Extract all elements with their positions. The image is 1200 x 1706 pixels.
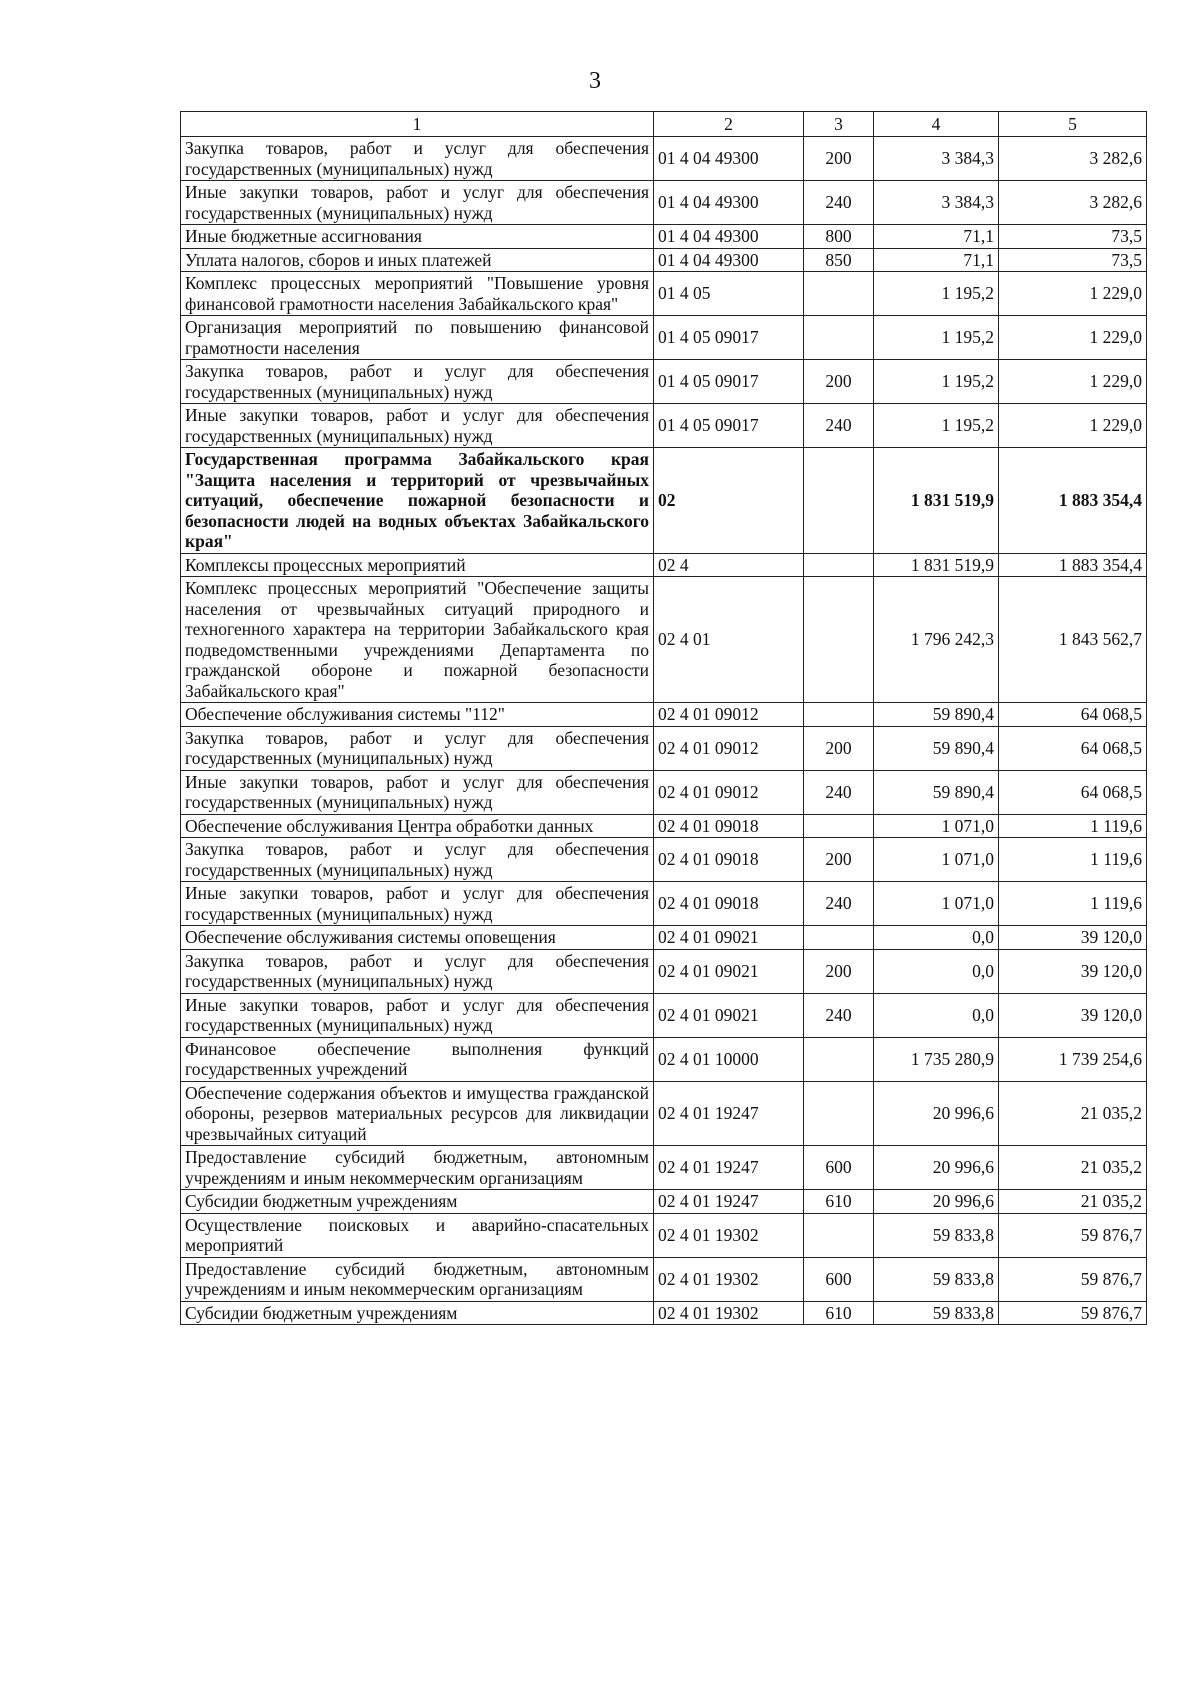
row-expense-type [804, 1037, 874, 1081]
row-amount-col4: 71,1 [874, 225, 999, 249]
row-name: Иные закупки товаров, работ и услуг для обеспечения государственных (муниципальных) нужд [181, 181, 654, 225]
row-amount-col4: 1 071,0 [874, 838, 999, 882]
row-amount-col5: 3 282,6 [999, 181, 1147, 225]
header-col-1: 1 [181, 112, 654, 137]
row-expense-type [804, 703, 874, 727]
row-expense-type [804, 553, 874, 577]
row-expense-type: 200 [804, 838, 874, 882]
row-amount-col5: 59 876,7 [999, 1213, 1147, 1257]
row-amount-col5: 64 068,5 [999, 770, 1147, 814]
row-amount-col5: 59 876,7 [999, 1301, 1147, 1325]
row-amount-col5: 21 035,2 [999, 1081, 1147, 1146]
table-row [181, 1037, 1147, 1081]
row-code: 01 4 04 49300 [654, 225, 804, 249]
row-code: 01 4 04 49300 [654, 137, 804, 181]
row-amount-col5: 1 229,0 [999, 272, 1147, 316]
row-amount-col5: 73,5 [999, 248, 1147, 272]
header-col-3: 3 [804, 112, 874, 137]
table-row [181, 1081, 1147, 1146]
table-row [181, 137, 1147, 181]
row-name: Государственная программа Забайкальского края "Защита населения и территорий от чрезвычайных ситуаций, обеспечение пожарной безопасности и безопасности людей на водных объектах Забайкальского края" [181, 448, 654, 554]
table-row [181, 882, 1147, 926]
row-amount-col4: 59 890,4 [874, 726, 999, 770]
row-amount-col5: 1 119,6 [999, 814, 1147, 838]
table-row [181, 404, 1147, 448]
row-name: Финансовое обеспечение выполнения функций государственных учреждений [181, 1037, 654, 1081]
table-row [181, 814, 1147, 838]
row-amount-col5: 1 739 254,6 [999, 1037, 1147, 1081]
page-number: 3 [589, 68, 601, 94]
row-amount-col4: 1 071,0 [874, 814, 999, 838]
row-name: Обеспечение обслуживания системы "112" [181, 703, 654, 727]
row-amount-col4: 0,0 [874, 926, 999, 950]
header-col-2: 2 [654, 112, 804, 137]
row-expense-type: 610 [804, 1301, 874, 1325]
row-name: Комплексы процессных мероприятий [181, 553, 654, 577]
row-name: Обеспечение содержания объектов и имущества гражданской обороны, резервов материальных ресурсов для ликвидации чрезвычайных ситуаций [181, 1081, 654, 1146]
row-amount-col4: 71,1 [874, 248, 999, 272]
row-name: Организация мероприятий по повышению финансовой грамотности населения [181, 316, 654, 360]
row-name: Комплекс процессных мероприятий "Повышение уровня финансовой грамотности населения Забайкальского края" [181, 272, 654, 316]
row-code: 02 [654, 448, 804, 554]
row-name: Обеспечение обслуживания Центра обработки данных [181, 814, 654, 838]
table-row [181, 181, 1147, 225]
row-name: Иные бюджетные ассигнования [181, 225, 654, 249]
row-expense-type: 200 [804, 137, 874, 181]
table-row [181, 703, 1147, 727]
row-name: Закупка товаров, работ и услуг для обеспечения государственных (муниципальных) нужд [181, 949, 654, 993]
row-amount-col4: 3 384,3 [874, 137, 999, 181]
row-amount-col4: 20 996,6 [874, 1081, 999, 1146]
budget-table [180, 111, 1147, 1325]
row-code: 02 4 01 09012 [654, 726, 804, 770]
row-expense-type: 240 [804, 181, 874, 225]
row-amount-col5: 59 876,7 [999, 1257, 1147, 1301]
row-code: 02 4 01 [654, 577, 804, 703]
row-code: 02 4 [654, 553, 804, 577]
row-code: 01 4 05 09017 [654, 404, 804, 448]
row-code: 02 4 01 09018 [654, 814, 804, 838]
row-expense-type [804, 814, 874, 838]
row-expense-type: 240 [804, 993, 874, 1037]
row-expense-type: 200 [804, 949, 874, 993]
row-amount-col5: 39 120,0 [999, 926, 1147, 950]
row-amount-col5: 1 229,0 [999, 360, 1147, 404]
row-amount-col4: 1 735 280,9 [874, 1037, 999, 1081]
row-amount-col5: 1 883 354,4 [999, 553, 1147, 577]
row-amount-col5: 64 068,5 [999, 726, 1147, 770]
row-code: 02 4 01 09021 [654, 926, 804, 950]
row-code: 01 4 04 49300 [654, 248, 804, 272]
row-amount-col4: 1 071,0 [874, 882, 999, 926]
row-amount-col4: 1 195,2 [874, 360, 999, 404]
header-row [181, 112, 1147, 137]
row-amount-col5: 1 119,6 [999, 882, 1147, 926]
row-expense-type [804, 272, 874, 316]
row-code: 02 4 01 19302 [654, 1257, 804, 1301]
row-expense-type: 600 [804, 1146, 874, 1190]
row-name: Осуществление поисковых и аварийно-спасательных мероприятий [181, 1213, 654, 1257]
row-name: Иные закупки товаров, работ и услуг для обеспечения государственных (муниципальных) нужд [181, 993, 654, 1037]
row-amount-col4: 0,0 [874, 993, 999, 1037]
row-code: 02 4 01 10000 [654, 1037, 804, 1081]
row-amount-col4: 1 195,2 [874, 272, 999, 316]
table-row [181, 993, 1147, 1037]
row-amount-col4: 0,0 [874, 949, 999, 993]
table-row [181, 838, 1147, 882]
table-row [181, 1213, 1147, 1257]
row-code: 02 4 01 19302 [654, 1213, 804, 1257]
row-amount-col4: 1 195,2 [874, 316, 999, 360]
row-expense-type: 240 [804, 404, 874, 448]
row-name: Иные закупки товаров, работ и услуг для обеспечения государственных (муниципальных) нужд [181, 404, 654, 448]
table-row [181, 225, 1147, 249]
table-row [181, 553, 1147, 577]
row-name: Закупка товаров, работ и услуг для обеспечения государственных (муниципальных) нужд [181, 838, 654, 882]
table-row [181, 360, 1147, 404]
row-expense-type: 800 [804, 225, 874, 249]
table-row [181, 1257, 1147, 1301]
row-name: Уплата налогов, сборов и иных платежей [181, 248, 654, 272]
row-code: 01 4 05 [654, 272, 804, 316]
row-code: 01 4 05 09017 [654, 316, 804, 360]
row-code: 02 4 01 09021 [654, 993, 804, 1037]
row-expense-type: 240 [804, 882, 874, 926]
row-amount-col4: 20 996,6 [874, 1146, 999, 1190]
row-amount-col5: 39 120,0 [999, 993, 1147, 1037]
table-row [181, 926, 1147, 950]
row-code: 02 4 01 09012 [654, 770, 804, 814]
row-name: Иные закупки товаров, работ и услуг для обеспечения государственных (муниципальных) нужд [181, 770, 654, 814]
row-name: Предоставление субсидий бюджетным, автономным учреждениям и иным некоммерческим организациям [181, 1257, 654, 1301]
row-amount-col5: 73,5 [999, 225, 1147, 249]
row-amount-col4: 1 831 519,9 [874, 553, 999, 577]
row-amount-col5: 1 119,6 [999, 838, 1147, 882]
table-row [181, 272, 1147, 316]
row-expense-type: 600 [804, 1257, 874, 1301]
table-row [181, 770, 1147, 814]
table-row [181, 316, 1147, 360]
row-code: 02 4 01 19302 [654, 1301, 804, 1325]
row-amount-col4: 1 796 242,3 [874, 577, 999, 703]
row-amount-col5: 21 035,2 [999, 1146, 1147, 1190]
row-code: 02 4 01 19247 [654, 1146, 804, 1190]
row-amount-col4: 20 996,6 [874, 1190, 999, 1214]
row-amount-col4: 59 833,8 [874, 1257, 999, 1301]
table-row [181, 726, 1147, 770]
row-expense-type [804, 1081, 874, 1146]
table-row [181, 248, 1147, 272]
row-amount-col4: 59 890,4 [874, 770, 999, 814]
row-name: Предоставление субсидий бюджетным, автономным учреждениям и иным некоммерческим организациям [181, 1146, 654, 1190]
row-name: Закупка товаров, работ и услуг для обеспечения государственных (муниципальных) нужд [181, 360, 654, 404]
row-name: Закупка товаров, работ и услуг для обеспечения государственных (муниципальных) нужд [181, 726, 654, 770]
row-amount-col5: 1 229,0 [999, 316, 1147, 360]
row-expense-type: 240 [804, 770, 874, 814]
row-expense-type [804, 316, 874, 360]
row-expense-type: 200 [804, 360, 874, 404]
row-amount-col4: 59 833,8 [874, 1301, 999, 1325]
row-code: 02 4 01 09012 [654, 703, 804, 727]
row-amount-col4: 59 890,4 [874, 703, 999, 727]
row-amount-col5: 21 035,2 [999, 1190, 1147, 1214]
row-amount-col5: 1 843 562,7 [999, 577, 1147, 703]
table-row [181, 577, 1147, 703]
row-expense-type: 200 [804, 726, 874, 770]
row-code: 01 4 04 49300 [654, 181, 804, 225]
table-row [181, 448, 1147, 554]
row-amount-col4: 1 831 519,9 [874, 448, 999, 554]
row-expense-type: 610 [804, 1190, 874, 1214]
row-name: Субсидии бюджетным учреждениям [181, 1190, 654, 1214]
row-amount-col5: 39 120,0 [999, 949, 1147, 993]
row-name: Субсидии бюджетным учреждениям [181, 1301, 654, 1325]
row-amount-col5: 1 883 354,4 [999, 448, 1147, 554]
row-amount-col4: 1 195,2 [874, 404, 999, 448]
row-code: 02 4 01 09021 [654, 949, 804, 993]
row-code: 01 4 05 09017 [654, 360, 804, 404]
row-name: Иные закупки товаров, работ и услуг для обеспечения государственных (муниципальных) нужд [181, 882, 654, 926]
row-expense-type [804, 926, 874, 950]
row-code: 02 4 01 09018 [654, 882, 804, 926]
row-amount-col5: 3 282,6 [999, 137, 1147, 181]
table-row [181, 1301, 1147, 1325]
table-row [181, 1146, 1147, 1190]
table-row [181, 1190, 1147, 1214]
header-col-4: 4 [874, 112, 999, 137]
row-amount-col4: 3 384,3 [874, 181, 999, 225]
row-code: 02 4 01 19247 [654, 1190, 804, 1214]
row-code: 02 4 01 19247 [654, 1081, 804, 1146]
row-expense-type [804, 448, 874, 554]
row-amount-col5: 1 229,0 [999, 404, 1147, 448]
table-row [181, 949, 1147, 993]
table-body [181, 137, 1147, 1325]
row-amount-col4: 59 833,8 [874, 1213, 999, 1257]
row-expense-type [804, 1213, 874, 1257]
row-name: Комплекс процессных мероприятий "Обеспечение защиты населения от чрезвычайных ситуаций природного и техногенного характера на территории Забайкальского края подведомственными учреждениями Департамента по гражданской обороне и пожарной безопасности Забайкальского края" [181, 577, 654, 703]
row-expense-type [804, 577, 874, 703]
row-code: 02 4 01 09018 [654, 838, 804, 882]
header-col-5: 5 [999, 112, 1147, 137]
row-name: Обеспечение обслуживания системы оповещения [181, 926, 654, 950]
row-amount-col5: 64 068,5 [999, 703, 1147, 727]
row-expense-type: 850 [804, 248, 874, 272]
row-name: Закупка товаров, работ и услуг для обеспечения государственных (муниципальных) нужд [181, 137, 654, 181]
